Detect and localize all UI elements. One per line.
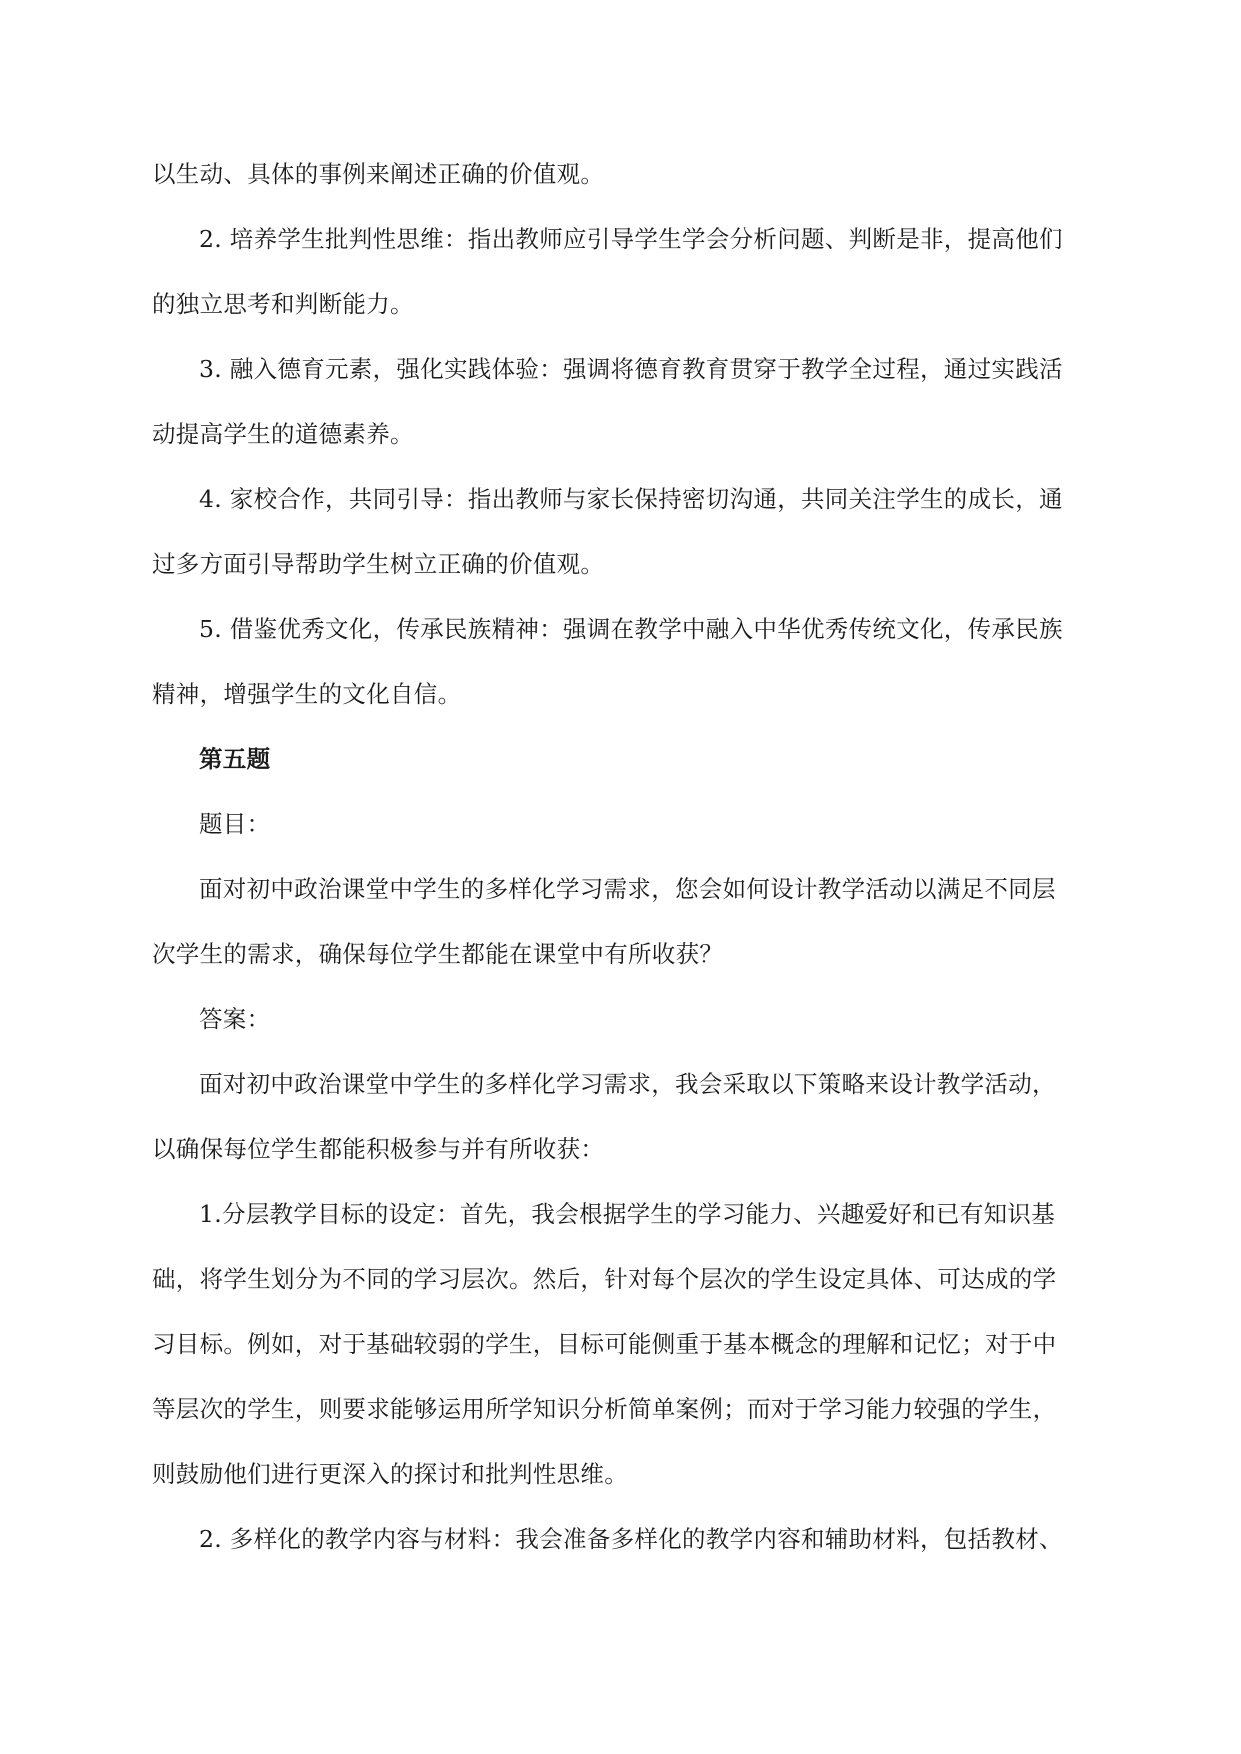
text-line: 的独立思考和判断能力。 <box>152 290 414 318</box>
text-line: 面对初中政治课堂中学生的多样化学习需求，您会如何设计教学活动以满足不同层 <box>199 875 1056 903</box>
text-line: 2. 多样化的教学内容与材料：我会准备多样化的教学内容和辅助材料，包括教材、 <box>199 1525 1063 1553</box>
text-line: 答案： <box>199 1005 271 1033</box>
heading-text: 第五题 <box>199 745 271 773</box>
document-page <box>152 142 1092 1572</box>
text-line: 2. 培养学生批判性思维：指出教师应引导学生学会分析问题、判断是非，提高他们 <box>199 225 1063 253</box>
text-line: 面对初中政治课堂中学生的多样化学习需求，我会采取以下策略来设计教学活动， <box>199 1070 1056 1098</box>
text-line: 础，将学生划分为不同的学习层次。然后，针对每个层次的学生设定具体、可达成的学 <box>152 1265 1057 1293</box>
text-line: 4. 家校合作，共同引导：指出教师与家长保持密切沟通，共同关注学生的成长，通 <box>199 485 1063 513</box>
answer-point <box>152 1182 1092 1507</box>
text-line: 次学生的需求，确保每位学生都能在课堂中有所收获？ <box>152 940 724 968</box>
question-paragraph <box>152 857 1092 987</box>
text-line: 习目标。例如，对于基础较弱的学生，目标可能侧重于基本概念的理解和记忆；对于中 <box>152 1330 1057 1358</box>
answer-point <box>152 1507 1092 1572</box>
section-heading <box>152 727 1092 792</box>
answer-paragraph <box>152 1052 1092 1182</box>
paragraph <box>152 597 1092 727</box>
paragraph <box>152 142 1092 207</box>
paragraph <box>152 337 1092 467</box>
answer-label <box>152 987 1092 1052</box>
text-line: 3. 融入德育元素，强化实践体验：强调将德育教育贯穿于教学全过程，通过实践活 <box>199 355 1063 383</box>
text-line: 5. 借鉴优秀文化，传承民族精神：强调在教学中融入中华优秀传统文化，传承民族 <box>199 615 1063 643</box>
text-line: 动提高学生的道德素养。 <box>152 420 414 448</box>
text-line: 则鼓励他们进行更深入的探讨和批判性思维。 <box>152 1460 628 1488</box>
paragraph <box>152 467 1092 597</box>
text-line: 1.分层教学目标的设定：首先，我会根据学生的学习能力、兴趣爱好和已有知识基 <box>199 1200 1056 1228</box>
text-line: 题目： <box>199 810 271 838</box>
text-line: 等层次的学生，则要求能够运用所学知识分析简单案例；而对于学习能力较强的学生， <box>152 1395 1057 1423</box>
text-line: 精神，增强学生的文化自信。 <box>152 680 462 708</box>
text-line: 以确保每位学生都能积极参与并有所收获： <box>152 1135 605 1163</box>
question-label <box>152 792 1092 857</box>
text-line: 过多方面引导帮助学生树立正确的价值观。 <box>152 550 605 578</box>
text-line: 以生动、具体的事例来阐述正确的价值观。 <box>152 160 605 188</box>
paragraph <box>152 207 1092 337</box>
